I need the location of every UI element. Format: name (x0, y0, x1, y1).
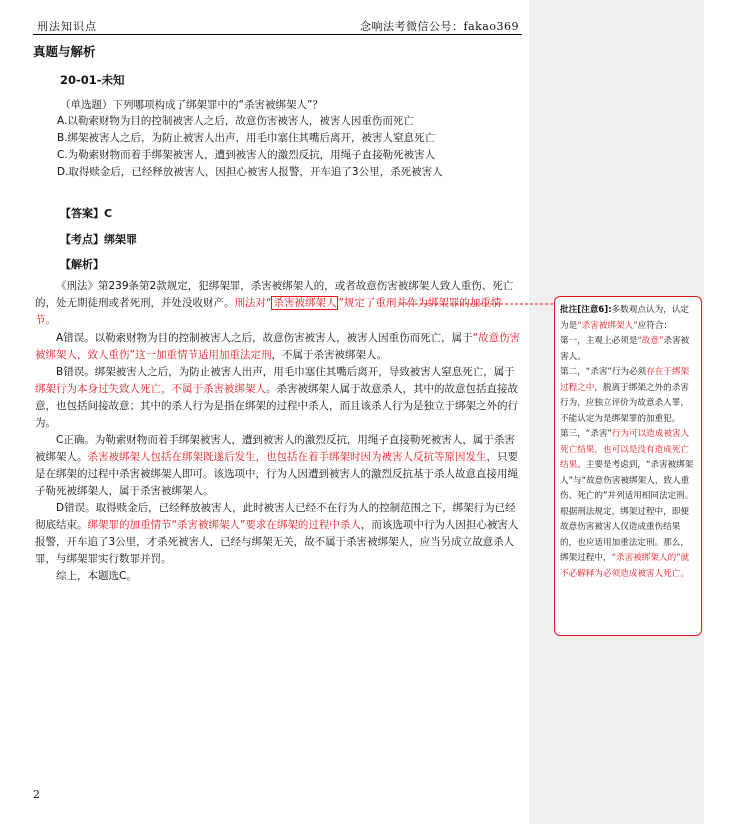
analysis-text: ，不属于杀害被绑架人。 (271, 349, 387, 361)
comment-text: 第二，“杀害”行为必须 (560, 367, 647, 377)
analysis-paragraph-2 (35, 330, 522, 364)
comment-highlight: “故意” (637, 336, 664, 346)
analysis-conclusion: 综上，本题选C。 (56, 570, 137, 582)
comment-text: ，脱离于绑架之外的杀害行为，应独立评价为故意杀人罪，不能认定为是绑架罪的加重犯。 (560, 382, 689, 424)
option-a: A.以勒索财物为目的控制被害人之后，故意伤害被害人，被害人因重伤而死亡 (57, 115, 414, 127)
page-edge (704, 0, 746, 824)
analysis-paragraph-3 (35, 364, 522, 432)
header-right: 念响法考微信公号：fakao369 (360, 20, 519, 33)
comment-text: 应符合： (637, 320, 673, 331)
section-title: 真题与解析 (33, 44, 96, 59)
comment-connector (400, 303, 554, 305)
comment-text: 第三，“杀害” (560, 429, 612, 439)
comment-anchor[interactable]: 杀害被绑架人 (273, 297, 337, 309)
highlight-text: 杀害被绑架人包括在绑架既遂后发生，也包括在着手绑架时因为被害人反抗等原因发生 (87, 451, 487, 463)
highlight-text: “故意伤害被绑架人，致人重伤”这一加重情节适用加重法定刑 (35, 332, 521, 361)
comment-label: 批注[注意6]: (560, 305, 612, 315)
highlight-text: 绑架罪的加重情节“杀害被绑架人”要求在绑架的过程中杀人 (87, 519, 361, 531)
answer-label: 【答案】C (60, 207, 113, 220)
header-rule (33, 34, 522, 35)
analysis-text: C正确。为勒索财物而着手绑架被害人，遭到被害人的激烈反抗，用绳子直接勒死被害人，属于杀害被绑架人。 (35, 434, 515, 463)
comment-highlight: “杀害被绑架人” (577, 320, 638, 331)
analysis-text: B错误。绑架被害人之后，为防止被害人出声，用毛巾塞住其嘴后离开，导致被害人窒息死亡，属于 (56, 366, 515, 378)
highlight-text: 刑法对“ (234, 297, 272, 309)
analysis-label: 【解析】 (60, 258, 104, 271)
point-label: 【考点】绑架罪 (60, 233, 137, 246)
question-id: 20-01-未知 (60, 73, 125, 87)
comment-text: 多数观点认为，认定为是 (560, 305, 690, 331)
analysis-paragraph-4 (35, 432, 522, 500)
analysis-text: 《刑法》第239条第2款规定，犯绑架罪，杀害被绑架人的，或者故意伤害被绑架人致人重伤、死亡的，处无期徒刑或者死刑，并处没收财产。 (35, 280, 514, 309)
comment-text: 。主要是考虑到，“杀害被绑架人”与“故意伤害被绑架人，致人重伤、死亡的”并列适用相同法定刑。根据刑法规定，绑架过程中，即便故意伤害被害人仅造成重伤结果的，也应适用加重法定刑。那么，绑架过程中， (560, 460, 694, 563)
analysis-text: ，只要是在绑架的过程中杀害被绑架人即可。该选项中，行为人因遭到被害人的激烈反抗基于杀人故意直接用绳子勒死被绑架人，属于杀害被绑架人。 (35, 451, 518, 497)
analysis-text: A错误。以勒索财物为目的控制被害人之后，故意伤害被害人，被害人因重伤而死亡，属于 (56, 332, 473, 344)
comment-text: 杀害被害人。 (560, 336, 690, 362)
analysis-text: D错误。取得赎金后，已经释放被害人，此时被害人已经不在行为人的控制范围之下，绑架行为已经彻底结束。 (35, 502, 516, 531)
analysis-text: 。杀害被绑架人属于故意杀人，其中的故意包括直接故意，也包括间接故意；其中的杀人行为是指在绑架的过程中杀人，而且该杀人行为是独立于绑架之外的行为。 (35, 383, 518, 429)
comment-balloon[interactable] (554, 296, 702, 636)
highlight-text: 绑架行为本身过失致人死亡，不属于杀害被绑架人 (35, 383, 266, 395)
option-b: B.绑架被害人之后，为防止被害人出声，用毛巾塞住其嘴后离开，被害人窒息死亡 (57, 132, 436, 144)
page-number: 2 (33, 788, 40, 801)
highlight-text: ”规定了重刑并作为绑架罪的加重情节。 (35, 297, 502, 326)
comment-highlight: 存在于绑架过程之中 (560, 367, 690, 393)
question-stem: （单选题）下列哪项构成了绑架罪中的“杀害被绑架人”？ (60, 99, 323, 111)
comment-highlight: “杀害被绑架人的”就不必解释为必须造成被害人死亡。 (560, 553, 690, 579)
option-c: C.为勒索财物而着手绑架被害人，遭到被害人的激烈反抗，用绳子直接勒死被害人 (57, 149, 436, 161)
comment-text: 第一，主观上必须是 (560, 336, 638, 346)
header-left: 刑法知识点 (37, 20, 97, 33)
analysis-text: ，而该选项中行为人因担心被害人报警，开车追了3公里，才杀死被害人，已经与绑架无关，故不属于杀害被绑架人，应当另成立故意杀人罪，与绑架罪实行数罪并罚。 (35, 519, 519, 565)
comment-highlight: 行为可以造成被害人死亡结果，也可以是没有造成死亡结果 (560, 429, 690, 470)
analysis-paragraph-5 (35, 500, 522, 568)
option-d: D.取得赎金后，已经释放被害人，因担心被害人报警，开车追了3公里，杀死被害人 (57, 166, 443, 178)
